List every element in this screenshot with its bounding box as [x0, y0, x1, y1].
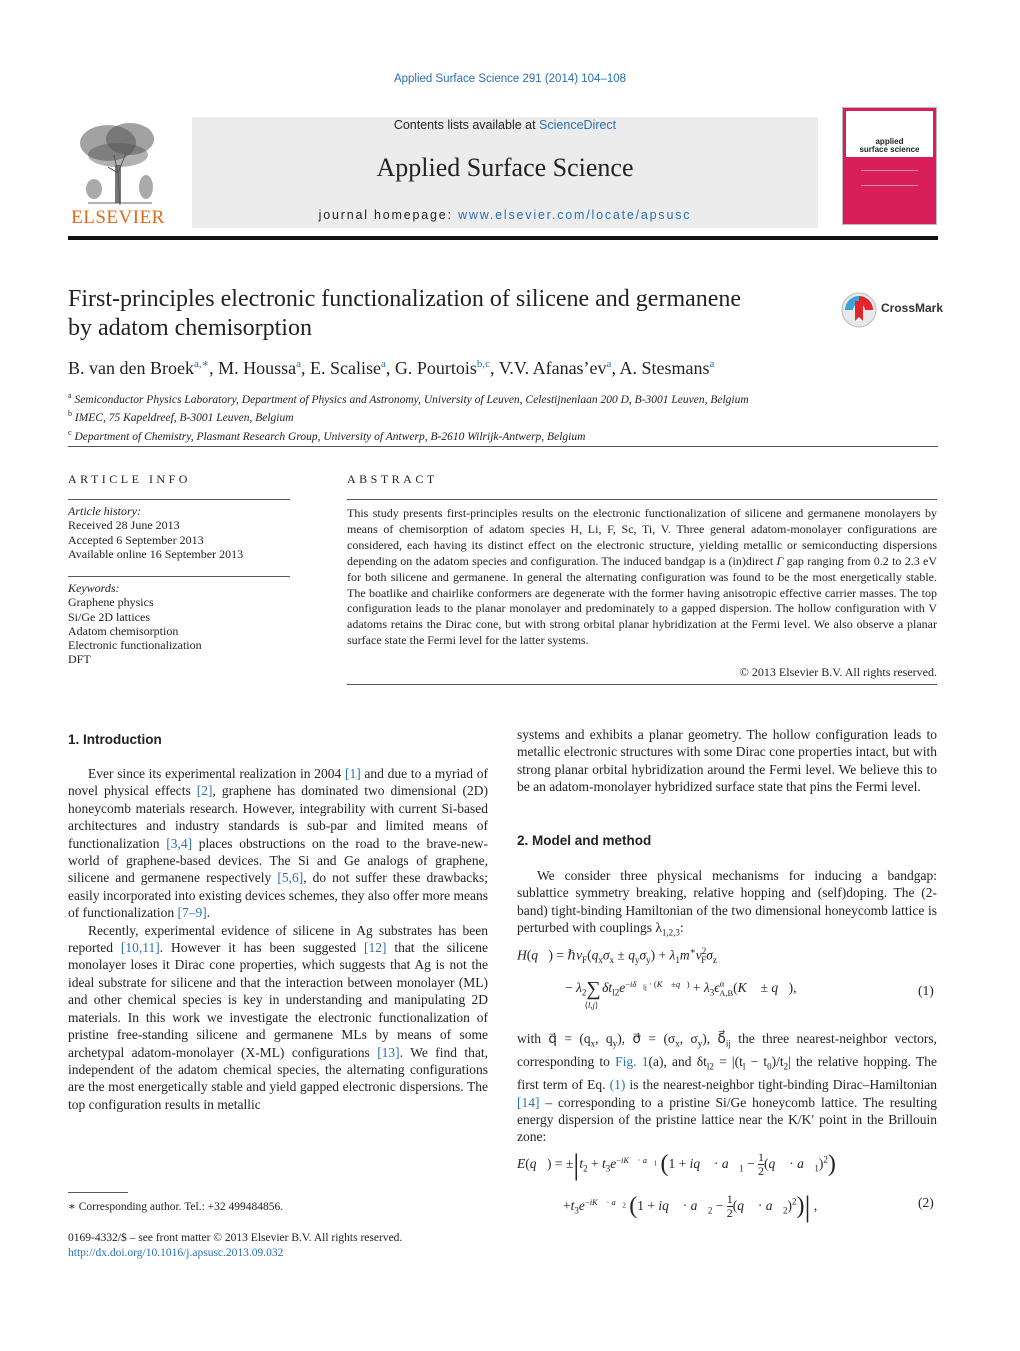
- keyword-item: Graphene physics: [68, 595, 154, 610]
- corresponding-author-footnote: ∗ Corresponding author. Tel.: +32 499484856.: [68, 1201, 284, 1213]
- keyword-item: Adatom chemisorption: [68, 623, 179, 638]
- author-name: M. Houssa: [218, 358, 297, 378]
- affiliation-rule: [68, 446, 938, 447]
- journal-title: Applied Surface Science: [376, 153, 634, 182]
- author-affiliation-mark[interactable]: a: [380, 358, 386, 370]
- affiliation-item: [68, 389, 938, 407]
- crossmark-icon: [840, 291, 878, 329]
- author-list: B. van den Broek$^{a,∗}$, M. Houssa$^a$, E. Scalise$^a$, G. Pourtois$^{b,c}$, V.V. $Afanas’ev^a$, A. Stesmans$^a$: [68, 358, 715, 378]
- introduction-body: [68, 765, 488, 1113]
- equation-2-line-1: E(q⃗) = $\pm|t_2 + t_3e^{-iK⃗ \cdot a⃗_1}$ (1 + iq⃗ · $a⃗_1$ − $\frac{1}{2}$ (q⃗ · $a⃗_1)^2$): [517, 1148, 836, 1181]
- paper-title: First-principles electronic functionalization of silicene and germanene by adatom chemisorption: [68, 286, 742, 341]
- author-name: A. Stesmans: [619, 358, 710, 378]
- author-affiliation-mark[interactable]: a,∗: [193, 358, 210, 370]
- citation-link[interactable]: [2]: [196, 783, 213, 799]
- affiliations: [68, 389, 938, 444]
- cross-reference-link[interactable]: (1): [609, 1077, 626, 1093]
- elsevier-wordmark: ELSEVIER: [71, 207, 165, 228]
- equation-2-line-2: $+t_3e^{-iK⃗ \cdot a⃗_2}$ (1 + iq⃗ · $a⃗_2$ − $\frac{1}{2}$ (q⃗ · $a⃗_2)^2)|$ ,: [563, 1190, 818, 1223]
- author-affiliation-mark[interactable]: b,c: [476, 358, 491, 370]
- history-item: Available online 16 September 2013: [68, 546, 244, 561]
- affiliation-mark: b: [68, 409, 72, 419]
- sciencedirect-link[interactable]: ScienceDirect: [539, 118, 617, 132]
- article-history: Article history: Received 28 June 2013 Accepted 6 September 2013 Available online 16 September 2013: [68, 504, 290, 561]
- author-affiliation-mark[interactable]: a: [296, 358, 301, 370]
- affiliation-mark: a: [68, 391, 72, 400]
- author-affiliation-mark[interactable]: a: [709, 358, 715, 370]
- journal-cover-thumbnail[interactable]: [842, 107, 937, 225]
- citation-link[interactable]: [10,11]: [120, 940, 160, 956]
- keyword-item: Si/Ge 2D lattices: [68, 609, 150, 624]
- history-item: Received 28 June 2013: [68, 518, 180, 533]
- issn-doi-block: 0169-4332/$ – see front matter © 2013 Elsevier B.V. All rights reserved. http://dx.doi.org/10.1016/j.apsusc.2013.09.032: [68, 1232, 403, 1259]
- citation-link[interactable]: [13]: [377, 1044, 400, 1060]
- keyword-item: Electronic functionalization: [68, 638, 202, 653]
- abstract-text: This study presents first-principles results on the electronic functionalization of silicene and germanene monolayers by means of chemisorption of adatom species H, Li, F, Sc, Ti, V. Three general adatom-monolayer configurations are considered, each having its distinct effect on the electronic structure, yielding metallic or semiconducting dispersions depending on the adatom species and configuration. The induced bandgap is a (in)direct Γ gap ranging from 0.2 to 2.3 eV for both silicene and germanene. In general the alternating configuration was found to be the most energetically stable. The boatlike and chairlike conformers are degenerate with the former having anisotropic effective carrier masses. The top configuration leads to the planar monolayer and predominately to a gapped dispersion. The hollow configuration with V adatoms retains the Dirac cone, but with strong orbital planar hybridization at the Fermi level. We also observe a planar surface state the Fermi level for the latter systems.: [347, 506, 937, 648]
- crossmark-badge[interactable]: CrossMark: [840, 291, 940, 329]
- equation-1-line-1: H(q⃗) = $\hbar v_F(q_x\sigma_x \pm q_y\sigma_y) + \lambda_1m^∗v^2_F\sigma_z$: [517, 946, 717, 966]
- journal-masthead: [192, 117, 818, 228]
- affiliation-item: [68, 407, 938, 425]
- author-name: G. Pourtois: [394, 358, 477, 378]
- citation-link[interactable]: [1]: [344, 766, 361, 781]
- history-item: Accepted 6 September 2013: [68, 532, 204, 547]
- article-info-heading: ARTICLE INFO: [68, 472, 191, 486]
- equation-1-number: (1): [918, 983, 934, 998]
- contents-line: Contents lists available at ScienceDirect: [393, 118, 617, 132]
- author-name: V.V. Afanas’ev: [498, 358, 607, 378]
- header-rule: [68, 236, 938, 240]
- doi-link[interactable]: http://dx.doi.org/10.1016/j.apsusc.2013.09.032: [68, 1247, 284, 1259]
- equation-2-number: (2): [918, 1195, 934, 1210]
- introduction-continued: systems and exhibits a planar geometry. The hollow configuration leads to metallic electronic structures with some Dirac cone properties intact, but with strong planar orbital hybridization around the Fermi level. We believe this to be an adatom-monolayer hybridized surface state that pins the Fermi level.: [517, 727, 937, 795]
- abstract-heading: ABSTRACT: [347, 472, 438, 486]
- cross-reference-link[interactable]: Fig. 1: [615, 1054, 649, 1070]
- affiliation-text: IMEC, 75 Kapeldreef, B-3001 Leuven, Belgium: [72, 412, 294, 425]
- citation-link[interactable]: [5,6]: [277, 870, 304, 886]
- affiliation-text: Department of Chemistry, Plasmant Research Group, University of Antwerp, B-2610 Wilrijk-Antwerp, Belgium: [71, 430, 586, 443]
- section-introduction-title: 1. Introduction: [68, 732, 162, 747]
- cross-reference-link[interactable]: [14]: [517, 1094, 540, 1110]
- citation-link[interactable]: [3,4]: [166, 835, 193, 851]
- intro-paragraph-1: Ever since its experimental realization in 2004 [1] and due to a myriad of novel physical effects [2], graphene has dominated two dimensional (2D) honeycomb materials research. However, integrability with current Si-based architectures and industry standards is sub-par and limited means of functionalization [3,4] places obstructions on the road to the brave-new-world of graphene-based devices. The Si and Ge analogs of graphene, silicene and germanene respectively [5,6], do not suffer these drawbacks; easily incorporated into existing devices schemes, they also offer more means of functionalization [7–9].: [68, 766, 489, 921]
- abstract-copyright: © 2013 Elsevier B.V. All rights reserved.: [739, 665, 937, 679]
- homepage-line: journal homepage: www.elsevier.com/locate/apsusc: [318, 208, 692, 222]
- affiliation-text: Semiconductor Physics Laboratory, Department of Physics and Astronomy, University of Leuven, Celestijnenlaan 200 D, B-3001 Leuven, Belgium: [71, 393, 749, 406]
- homepage-link[interactable]: www.elsevier.com/locate/apsusc: [458, 208, 692, 222]
- model-paragraph-1: We consider three physical mechanisms for inducing a bandgap: sublattice symmetry breaking, relative hopping and (self)doping. The (2-band) tight-binding Hamiltonian of the two dimensional honeycomb lattice is perturbed with couplings $\lambda_{1,2,3}$:: [517, 868, 937, 938]
- section-model-title: 2. Model and method: [517, 833, 652, 848]
- keyword-item: DFT: [68, 652, 91, 667]
- affiliation-item: [68, 426, 938, 444]
- keywords: Keywords: Graphene physics Si/Ge 2D lattices Adatom chemisorption Electronic functionalization DFT: [68, 581, 290, 667]
- affiliation-mark: c: [68, 427, 72, 437]
- author-name: B. van den Broek: [68, 358, 194, 378]
- cover-title: applied surface science: [859, 137, 920, 154]
- model-paragraph-2: with q⃗ = ($q_x$, $q_y$), σ⃗ = ($\sigma_x$, $\sigma_y$), $\delta⃗_{ij}$ the three nearest-neighbor vectors, corresponding to Fig. 1(a), and $\delta t_{l2} = |(t_l - t_0)/t_2|$ the relative hopping. The first term of Eq. (1) is the nearest-neighbor tight-binding Dirac–Hamiltonian [14] – corresponding to a pristine Si/Ge honeycomb lattice. The resulting energy dispersion of the pristine lattice near the K/K′ point in the Brillouin zone:: [517, 1031, 938, 1145]
- journal-reference[interactable]: Applied Surface Science 291 (2014) 104–108: [393, 73, 627, 85]
- author-name: E. Scalise: [310, 358, 381, 378]
- intro-paragraph-2: Recently, experimental evidence of silicene in Ag substrates has been reported [10,11]. However it has been suggested [12] that the silicene monolayer loses it Dirac cone properties, which suggests that Ag is not the ideal substrate for silicene and that the interaction between monolayer (ML) and other chemical species is key in understanding and manipulating 2D materials. In this work we investigate the electronic functionalization of pristine free-standing silicene and germanene MLs by means of some archetypal adatom-monolayer (X-ML) configurations [13]. We find that, independent of the adatom chemical species, the alternating configurations are the most energetically stable and yield gapped electronic dispersions. The top configuration results in metallic: [68, 922, 488, 1112]
- equation-1-line-2: − $\lambda_2\sum_{⟨l,j⟩}\delta t_{l2}e^{-i\delta⃗_{lj} \cdot (K⃗ \pm q⃗)}$ + $\lambda_3\epsilon^\alpha_{A,B}(K⃗$ ± q⃗),: [565, 978, 797, 1010]
- elsevier-logo: [68, 115, 168, 230]
- citation-link[interactable]: [12]: [363, 940, 387, 956]
- elsevier-tree-icon: [68, 115, 168, 207]
- citation-link[interactable]: [7–9]: [177, 905, 207, 921]
- author-affiliation-mark[interactable]: a: [606, 358, 612, 370]
